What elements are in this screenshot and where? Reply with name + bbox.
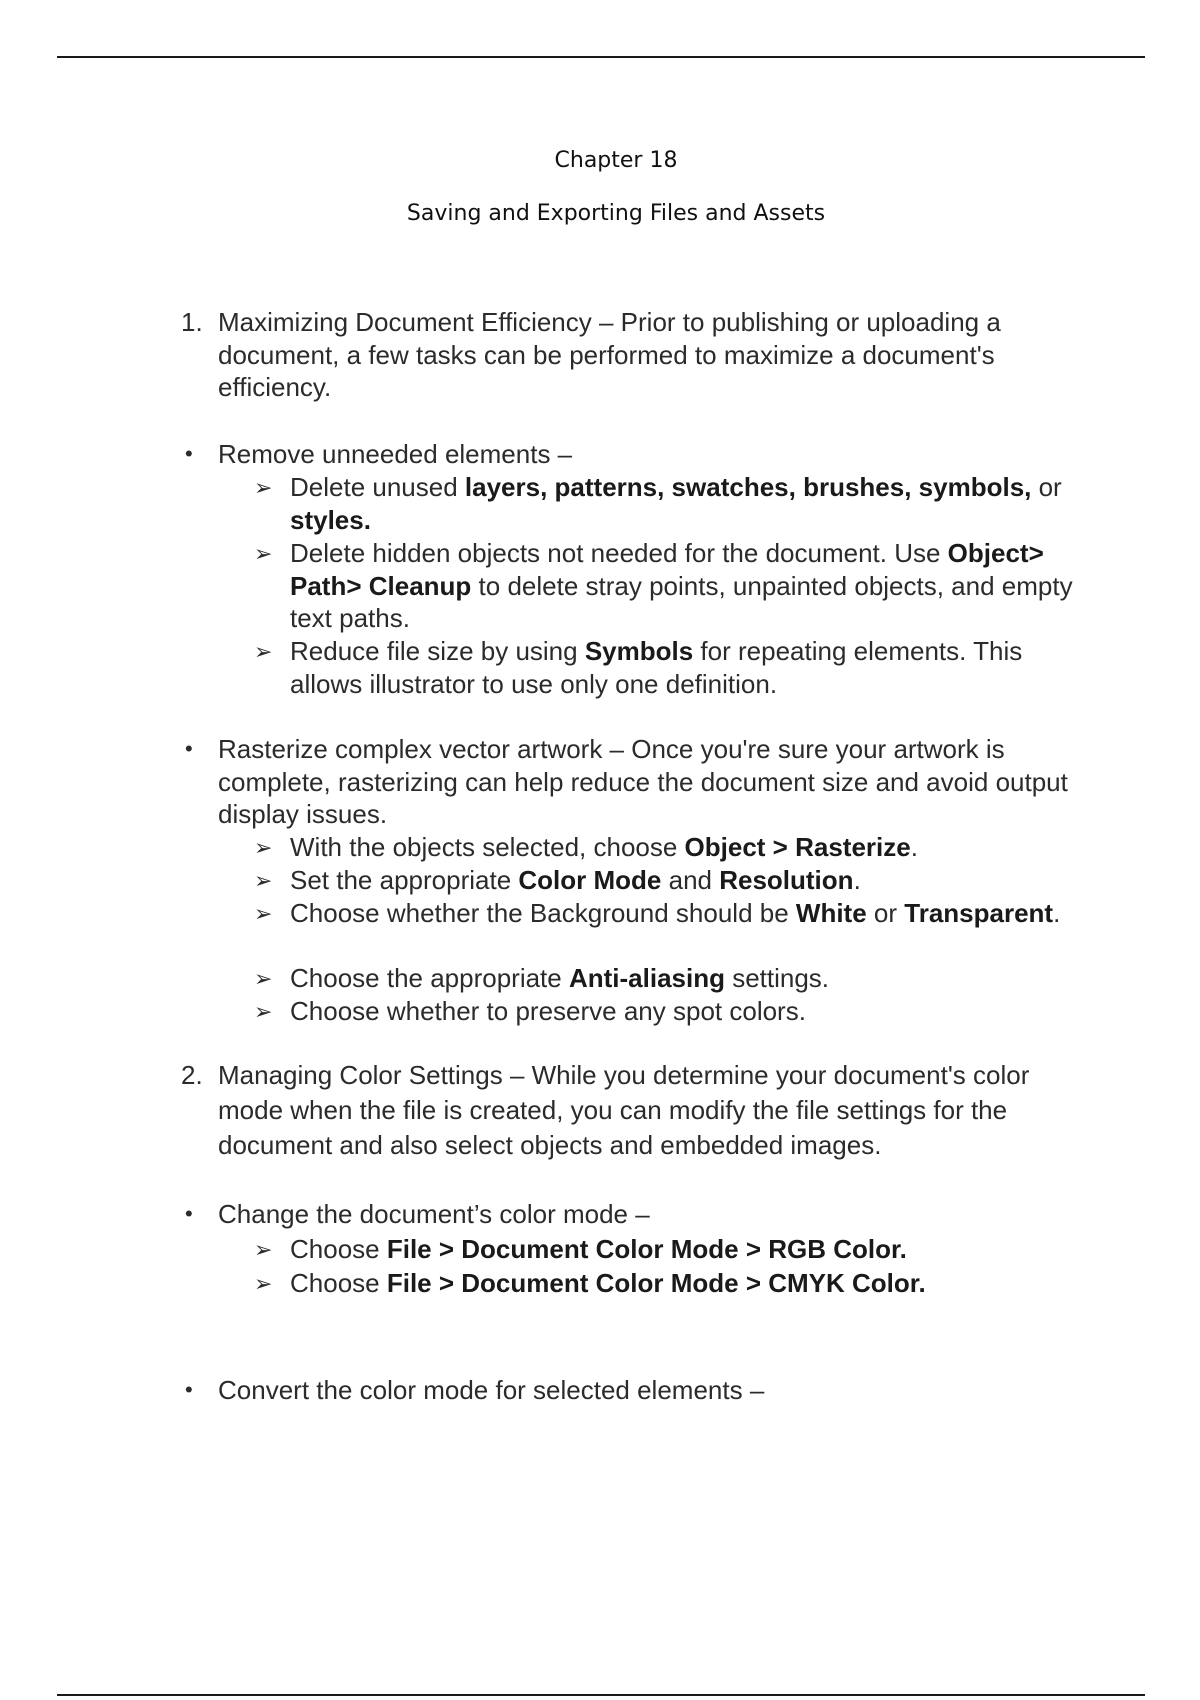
item-text: Delete unused [290, 472, 465, 502]
bullet-convert-color-mode [185, 1374, 1098, 1407]
item-bold-text: Transparent [904, 898, 1054, 928]
bullet-icon: • [185, 1201, 193, 1226]
list-item [254, 537, 1090, 635]
item-bold-text: White [795, 898, 867, 928]
item-bold-text: styles. [290, 504, 371, 535]
arrow-bullet-icon: ➢ [254, 868, 273, 893]
section-text: Maximizing Document Efficiency – Prior to publishing or uploading a document, a few tasks can be performed to maximize a document's efficiency. [218, 307, 1001, 402]
item-text: or [1031, 472, 1062, 502]
item-text: . [1053, 898, 1061, 928]
item-text: Delete hidden objects not needed for the document. Use [290, 538, 948, 568]
item-bold-text: Resolution [719, 865, 854, 895]
item-text: Choose [290, 1268, 387, 1298]
item-text: . [853, 865, 861, 895]
item-text: Choose whether to preserve any spot colors. [290, 996, 806, 1026]
list-item [254, 1233, 1090, 1266]
arrow-bullet-icon: ➢ [254, 475, 273, 500]
item-bold-text: layers, patterns, swatches, brushes, symbols, [464, 472, 1032, 502]
item-bold-text: File > Document Color Mode > CMYK Color. [386, 1268, 926, 1298]
item-text: or [866, 898, 905, 928]
item-bold-text: Symbols [584, 636, 694, 666]
item-bold-text: Object > Rasterize [684, 832, 911, 862]
item-text: With the objects selected, choose [290, 832, 685, 862]
arrow-bullet-icon: ➢ [254, 639, 273, 664]
item-text: Choose whether the Background should be [290, 898, 796, 928]
section-1 [181, 306, 1098, 404]
item-text: Choose [290, 1234, 387, 1264]
item-bold-text: Object> Path> Cleanup [290, 538, 1044, 601]
list-item [254, 635, 1090, 700]
bullet-text: Convert the color mode for selected elements – [218, 1375, 765, 1405]
arrow-bullet-icon: ➢ [254, 966, 273, 991]
list-item [254, 471, 1090, 536]
section-2 [181, 1058, 1098, 1163]
item-text: to delete stray points, unpainted objects, and empty text paths. [290, 570, 1073, 633]
bullet-icon: • [185, 736, 193, 761]
item-text: settings. [724, 963, 830, 993]
bullet-remove-unneeded [185, 438, 1098, 471]
item-text: Reduce file size by using [290, 636, 585, 666]
item-bold-text: File > Document Color Mode > RGB Color. [386, 1234, 907, 1264]
list-item [254, 962, 1090, 995]
item-text: and [661, 865, 720, 895]
bullet-text: Remove unneeded elements – [218, 439, 573, 469]
section-number: 2. [181, 1060, 203, 1090]
section-text: Managing Color Settings – While you determine your document's color mode when the file is created, you can modify the file settings for the document and also select objects and embedded images. [218, 1060, 1030, 1160]
bullet-icon: • [185, 1377, 193, 1402]
item-text: Choose the appropriate [290, 963, 569, 993]
bullet-text: Rasterize complex vector artwork – Once you're sure your artwork is complete, rasterizing can help reduce the document size and avoid output display issues. [218, 734, 1068, 829]
list-item [254, 897, 1090, 930]
arrow-bullet-icon: ➢ [254, 1271, 273, 1296]
bullet-icon: • [185, 441, 193, 466]
item-bold-text: Anti-aliasing [568, 963, 725, 993]
list-item [254, 831, 1090, 864]
list-item [254, 864, 1090, 897]
bottom-rule [57, 1694, 1145, 1696]
item-text: . [910, 832, 918, 862]
arrow-bullet-icon: ➢ [254, 835, 273, 860]
bullet-rasterize [185, 733, 1098, 831]
item-text: Set the appropriate [290, 865, 519, 895]
list-item [254, 1267, 1090, 1300]
arrow-bullet-icon: ➢ [254, 541, 273, 566]
chapter-title: Saving and Exporting Files and Assets [406, 201, 826, 226]
bullet-text: Change the document’s color mode – [218, 1199, 650, 1229]
arrow-bullet-icon: ➢ [254, 901, 273, 926]
arrow-bullet-icon: ➢ [254, 999, 273, 1024]
chapter-number: Chapter 18 [554, 148, 678, 173]
list-item [254, 995, 1090, 1028]
item-bold-text: Color Mode [518, 865, 662, 895]
bullet-change-color-mode [185, 1198, 1098, 1231]
arrow-bullet-icon: ➢ [254, 1237, 273, 1262]
section-number: 1. [181, 307, 203, 337]
item-text: for repeating elements. This allows illustrator to use only one definition. [290, 636, 1023, 699]
